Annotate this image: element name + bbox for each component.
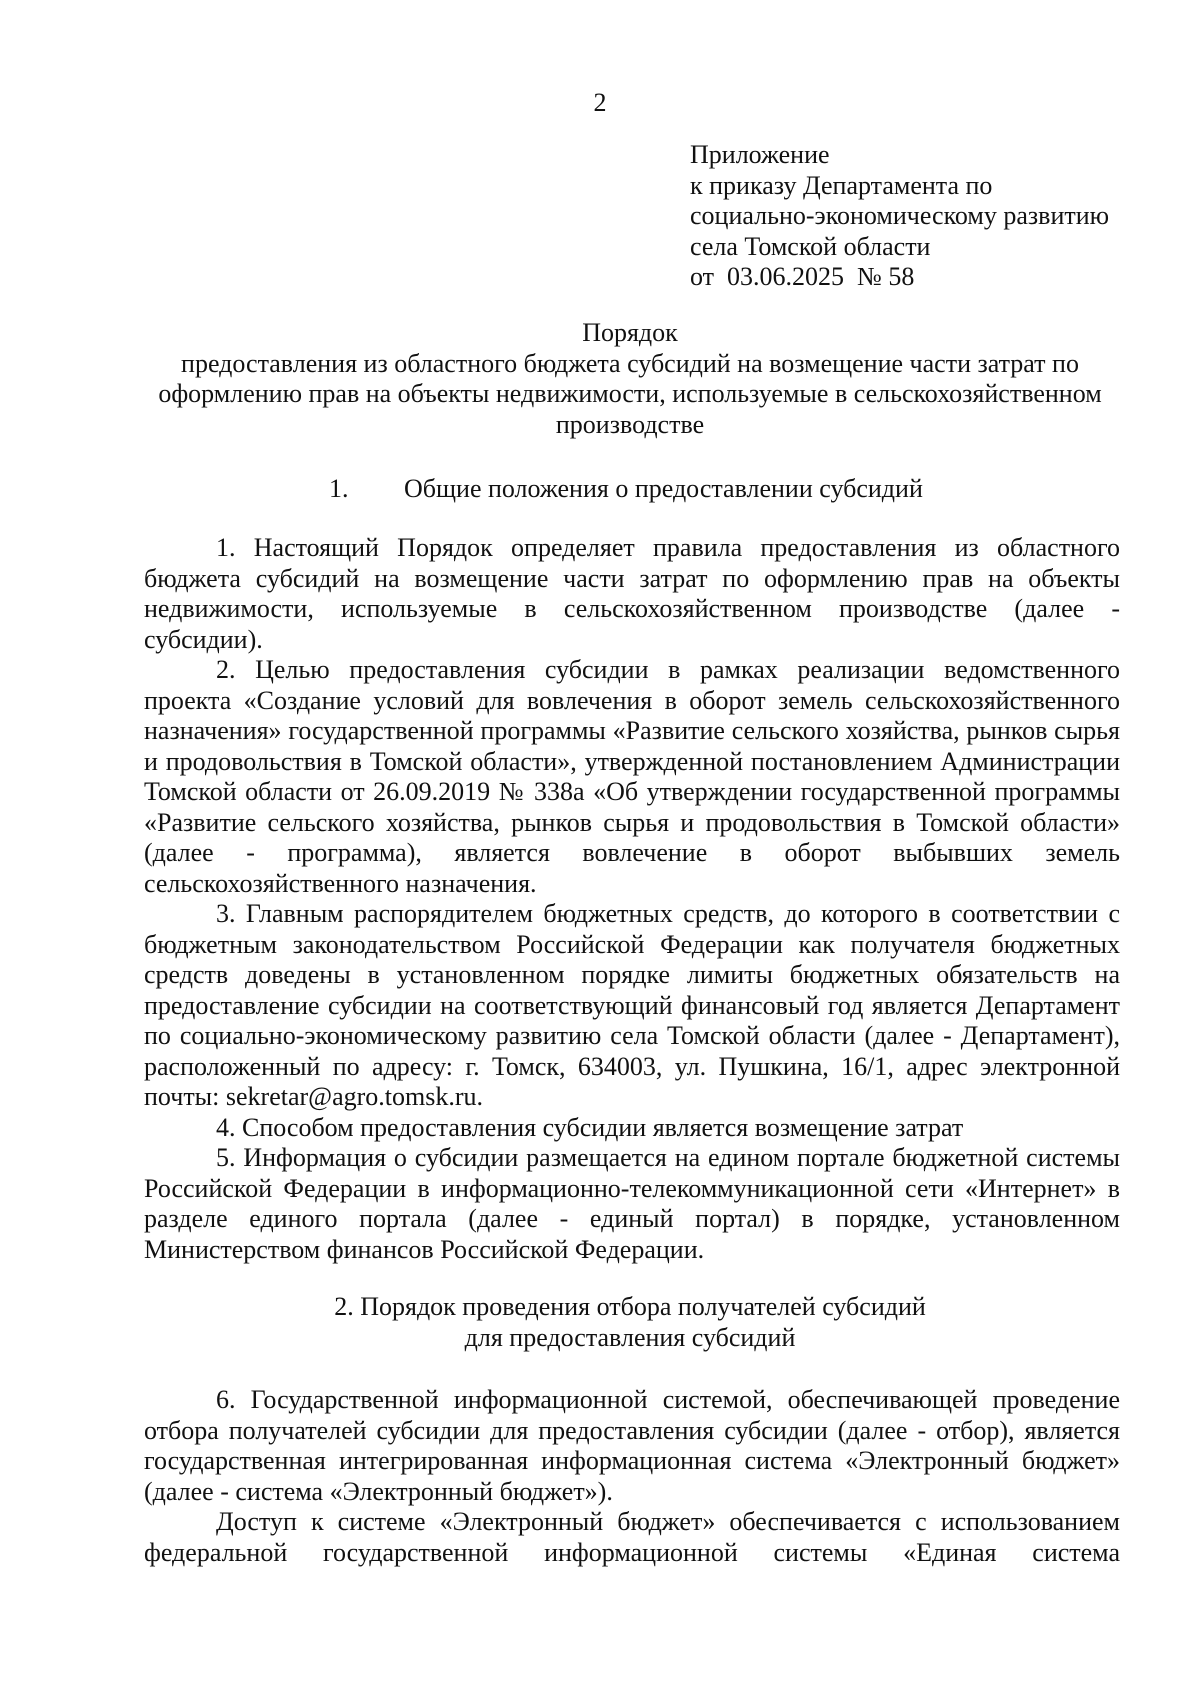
paragraph: 4. Способом предоставления субсидии является возмещение затрат bbox=[216, 1112, 964, 1142]
section-1-body bbox=[144, 533, 1120, 1265]
paragraph: 3. Главным распорядителем бюджетных средств, до которого в соответствии с бюджетным законодательством Российской Федерации как получателя бюджетных средств доведены в установленном порядке лимиты бюджетных обязательств на предоставление субсидии на соответствующий финансовый год является Департамент по социально-экономическому развитию села Томской области (далее - Департамент), расположенный по адресу: г. Томск, 634003, ул. Пушкина, 16/1, адрес электронной почты: sekretar@agro.tomsk.ru. bbox=[144, 899, 1120, 1111]
title-line: производстве bbox=[555, 409, 705, 439]
appendix-line: от 03.06.2025 № 58 bbox=[690, 262, 915, 291]
section-2-heading-line: для предоставления субсидий bbox=[464, 1322, 796, 1352]
paragraph: 2. Целью предоставления субсидии в рамках реализации ведомственного проекта «Создание условий для вовлечения в оборот земель сельскохозяйственного назначения» государственной программы «Развитие сельского хозяйства, рынков сырья и продовольствия в Томской области», утвержденной постановлением Администрации Томской области от 26.09.2019 № 338а «Об утверждении государственной программы «Развитие сельского хозяйства, рынков сырья и продовольствия в Томской области» (далее - программа), является вовлечение в оборот выбывших земель сельскохозяйственного назначения. bbox=[144, 655, 1120, 898]
section-1-number: 1. bbox=[329, 474, 349, 503]
section-2-heading bbox=[140, 1292, 1120, 1353]
appendix-line: Приложение bbox=[690, 140, 830, 169]
paragraph: Доступ к системе «Электронный бюджет» обеспечивается с использованием федеральной государственной информационной системы «Единая система bbox=[144, 1507, 1120, 1567]
section-1-title: Общие положения о предоставлении субсидий bbox=[404, 474, 923, 503]
appendix-block bbox=[690, 140, 1150, 293]
appendix-line: села Томской области bbox=[690, 231, 931, 261]
title-line: предоставления из областного бюджета субсидий на возмещение части затрат по bbox=[181, 348, 1079, 378]
paragraph: 6. Государственной информационной системой, обеспечивающей проведение отбора получателей субсидии для предоставления субсидии (далее - отбор), является государственная интегрированная информационная система «Электронный бюджет» (далее - система «Электронный бюджет»). bbox=[144, 1385, 1120, 1506]
section-2-heading-line: 2. Порядок проведения отбора получателей субсидий bbox=[334, 1292, 926, 1321]
paragraph: 5. Информация о субсидии размещается на едином портале бюджетной системы Российской Федерации в информационно-телекоммуникационной сети «Интернет» в разделе единого портала (далее - единый портал) в порядке, установленном Министерством финансов Российской Федерации. bbox=[144, 1143, 1120, 1264]
page-number: 2 bbox=[593, 88, 607, 117]
title-line: Порядок bbox=[582, 318, 678, 347]
appendix-line: к приказу Департамента по bbox=[690, 170, 993, 200]
section-2-body bbox=[144, 1385, 1120, 1568]
document-title bbox=[140, 318, 1120, 440]
title-line: оформлению прав на объекты недвижимости, используемые в сельскохозяйственном bbox=[158, 379, 1102, 408]
appendix-line: социально-экономическому развитию bbox=[690, 201, 1110, 230]
paragraph: 1. Настоящий Порядок определяет правила предоставления из областного бюджета субсидий на возмещение части затрат по оформлению прав на объекты недвижимости, используемые в сельскохозяйственном производстве (далее - субсидии). bbox=[144, 533, 1120, 654]
